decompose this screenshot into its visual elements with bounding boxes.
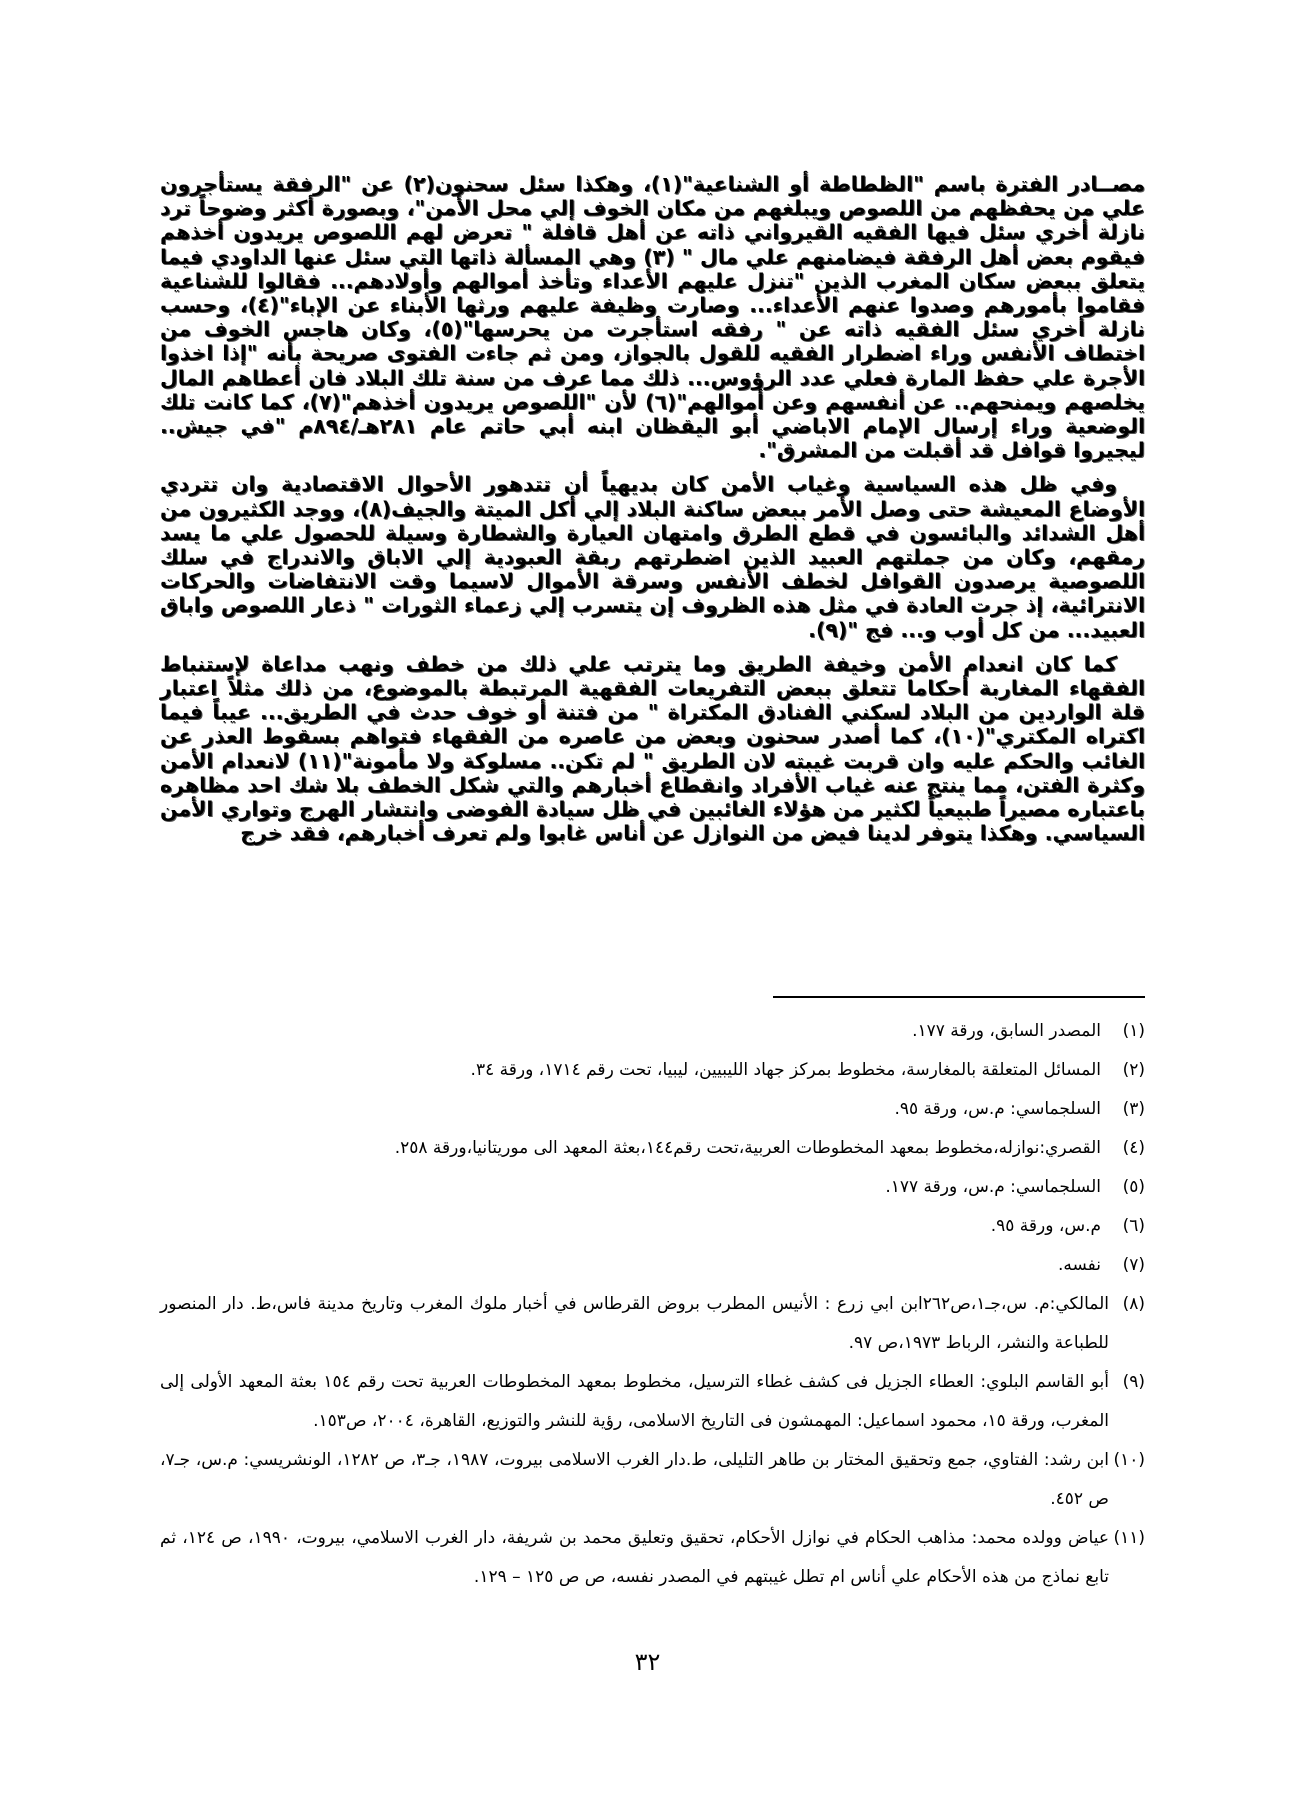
footnotes-list [160, 1012, 1145, 1597]
footnote-item [160, 1363, 1145, 1441]
footnote-text: أبو القاسم البلوي: العطاء الجزيل فى كشف غطاء الترسيل، مخطوط بمعهد المخطوطات العربية تحت رقم ١٥٤ بعثة المعهد الأولى إلى المغرب، ورقة ١٥، محمود اسماعيل: المهمشون فى التاريخ الاسلامى، رؤية للنشر والتوزيع، القاهرة، ٢٠٠٤، ص١٥٣. [160, 1372, 1109, 1431]
footnote-number: (٥) [1122, 1177, 1145, 1197]
footnote-text: السلجماسي: م.س، ورقة ٩٥. [894, 1099, 1101, 1119]
footnote-item [160, 1285, 1145, 1363]
footnote-item [160, 1012, 1145, 1051]
footnote-item [160, 1441, 1145, 1519]
footnote-number: (٨) [1122, 1294, 1145, 1314]
footnote-item [160, 1090, 1145, 1129]
footnote-number: (٣) [1122, 1099, 1145, 1119]
footnote-text: ابن رشد: الفتاوي، جمع وتحقيق المختار بن طاهر التليلى، ط.دار الغرب الاسلامى بيروت، ١٩٨٧، جـ٣، ص ١٢٨٢، الونشريسي: م.س، جـ٧، ص ٤٥٢. [160, 1450, 1109, 1509]
footnote-item [160, 1207, 1145, 1246]
footnote-text: السلجماسي: م.س، ورقة ١٧٧. [885, 1177, 1101, 1197]
footnote-number: (١١) [1113, 1528, 1145, 1548]
paragraph-3: كما كان انعدام الأمن وخيفة الطريق وما يترتب علي ذلك من خطف ونهب مداعاة لإستنباط الفقهاء المغاربة أحكاما تتعلق ببعض التفريعات الفقهية المرتبطة بالموضوع، من ذلك مثلاً اعتبار قلة الواردين من البلاد لسكني الفنادق المكتراة " من فتنة أو خوف حدث في الطريق... عيباً فيما اكتراه المكتري"(١٠)، كما أصدر سحنون وبعض من عاصره من الفقهاء فتواهم بسقوط العذر عن الغائب والحكم عليه وان قربت غيبته لان الطريق " لم تكن.. مسلوكة ولا مأمونة"(١١) لانعدام الأمن وكثرة الفتن، مما ينتج عنه غياب الأفراد وانقطاع أخبارهم والتي شكل الخطف بلا شك احد مظاهره باعتباره مصيراً طبيعياً لكثير من هؤلاء الغائبين في ظل سيادة الفوضى وانتشار الهرج وتواري الأمن السياسي. وهكذا يتوفر لدينا فيض من النوازل عن أناس غابوا ولم تعرف أخبارهم، فقد خرج [160, 651, 1145, 846]
footnote-number: (٤) [1122, 1138, 1145, 1158]
footnote-item [160, 1519, 1145, 1597]
footnote-item [160, 1051, 1145, 1090]
footnote-text: نفسه. [1057, 1255, 1101, 1275]
main-body-text [160, 172, 1145, 855]
paragraph-2: وفي ظل هذه السياسية وغياب الأمن كان بديهياً أن تتدهور الأحوال الاقتصادية وان تتردي الأوضاع المعيشة حتى وصل الأمر ببعض ساكنة البلاد إلي أكل الميتة والجيف(٨)، ووجد الكثيرون من أهل الشدائد والبائسون في قطع الطرق وامتهان العيارة والشطارة وسيلة للحصول علي ما يسد رمقهم، وكان من جملتهم العبيد الذين اضطرتهم ربقة العبودية إلي الاباق والاندراج في سلك اللصوصية يرصدون القوافل لخطف الأنفس وسرقة الأموال لاسيما وقت الانتفاضات والحركات الانترائية، إذ جرت العادة في مثل هذه الظروف إن يتسرب إلي زعماء الثورات " ذعار اللصوص واباق العبيد... من كل أوب و... فج "(٩). [160, 472, 1145, 642]
footnote-separator-rule [773, 996, 1145, 998]
footnote-number: (٧) [1122, 1255, 1145, 1275]
page-number: ٣٢ [634, 1648, 661, 1676]
footnote-text: المالكي:م. س،جـ١،ص٢٦٢ابن ابي زرع : الأنيس المطرب بروض القرطاس في أخبار ملوك المغرب وتاريخ مدينة فاس،ط. دار المنصور للطباعة والنشر، الرباط ١٩٧٣،ص ٩٧. [160, 1294, 1110, 1353]
footnote-item [160, 1168, 1145, 1207]
footnote-text: القصري:نوازله،مخطوط بمعهد المخطوطات العربية،تحت رقم١٤٤،بعثة المعهد الى موريتانيا،ورقة ٢٥٨. [394, 1138, 1101, 1158]
footnote-text: م.س، ورقة ٩٥. [990, 1216, 1101, 1236]
footnote-text: عياض وولده محمد: مذاهب الحكام في نوازل الأحكام، تحقيق وتعليق محمد بن شريفة، دار الغرب الاسلامي، بيروت، ١٩٩٠، ص ١٢٤، ثم تابع نماذج من هذه الأحكام علي أناس ام تطل غيبتهم في المصدر نفسه، ص ص ١٢٥ – ١٢٩. [160, 1528, 1110, 1587]
footnote-number: (١٠) [1113, 1450, 1145, 1470]
paragraph-1: مصــادر الفترة باسم "الظطاطة أو الشناعية"(١)، وهكذا سئل سحنون(٢) عن "الرفقة يستأجرون علي من يحفظهم من اللصوص ويبلغهم من مكان الخوف إلي محل الأمن"، وبصورة أكثر وضوحاً ترد نازلة أخري سئل فيها الفقيه القيرواني ذاته عن أهل قافلة " تعرض لهم اللصوص يريدون أخذهم فيقوم بعض أهل الرفقة فيضامنهم علي مال " (٣) وهي المسألة ذاتها التي سئل عنها الداودي فيما يتعلق ببعض سكان المغرب الذين "تنزل عليهم الأعداء وتأخذ أموالهم وأولادهم... فقالوا للشناعية فقاموا بأمورهم وصدوا عنهم الأعداء... وصارت وظيفة عليهم ورثها الأبناء عن الإباء"(٤)، وحسب نازلة أخري سئل الفقيه ذاته عن " رفقه استأجرت من يحرسها"(٥)، وكان هاجس الخوف من اختطاف الأنفس وراء اضطرار الفقيه للقول بالجواز، ومن ثم جاءت الفتوى صريحة بأنه "إذا اخذوا الأجرة علي حفظ المارة فعلي عدد الرؤوس... ذلك مما عرف من سنة تلك البلاد فان أعطاهم المال يخلصهم ويمنحهم.. عن أنفسهم وعن أموالهم"(٦) لأن "اللصوص يريدون أخذهم"(٧)، كما كانت تلك الوضعية وراء إرسال الإمام الاباضي أبو اليقظان ابنه أبي حاتم عام ٢٨١هـ/٨٩٤م "في جيش.. ليجيروا قوافل قد أقبلت من المشرق". [160, 172, 1146, 463]
footnote-item [160, 1246, 1145, 1285]
footnote-text: المصدر السابق، ورقة ١٧٧. [912, 1021, 1101, 1041]
footnote-number: (٢) [1122, 1060, 1145, 1080]
footnote-number: (٩) [1122, 1372, 1145, 1392]
footnote-text: المسائل المتعلقة بالمغارسة، مخطوط بمركز جهاد الليبيين، ليبيا، تحت رقم ١٧١٤، ورقة ٣٤. [470, 1060, 1101, 1080]
footnote-number: (١) [1122, 1021, 1145, 1041]
footnote-item [160, 1129, 1145, 1168]
footnote-number: (٦) [1122, 1216, 1145, 1236]
